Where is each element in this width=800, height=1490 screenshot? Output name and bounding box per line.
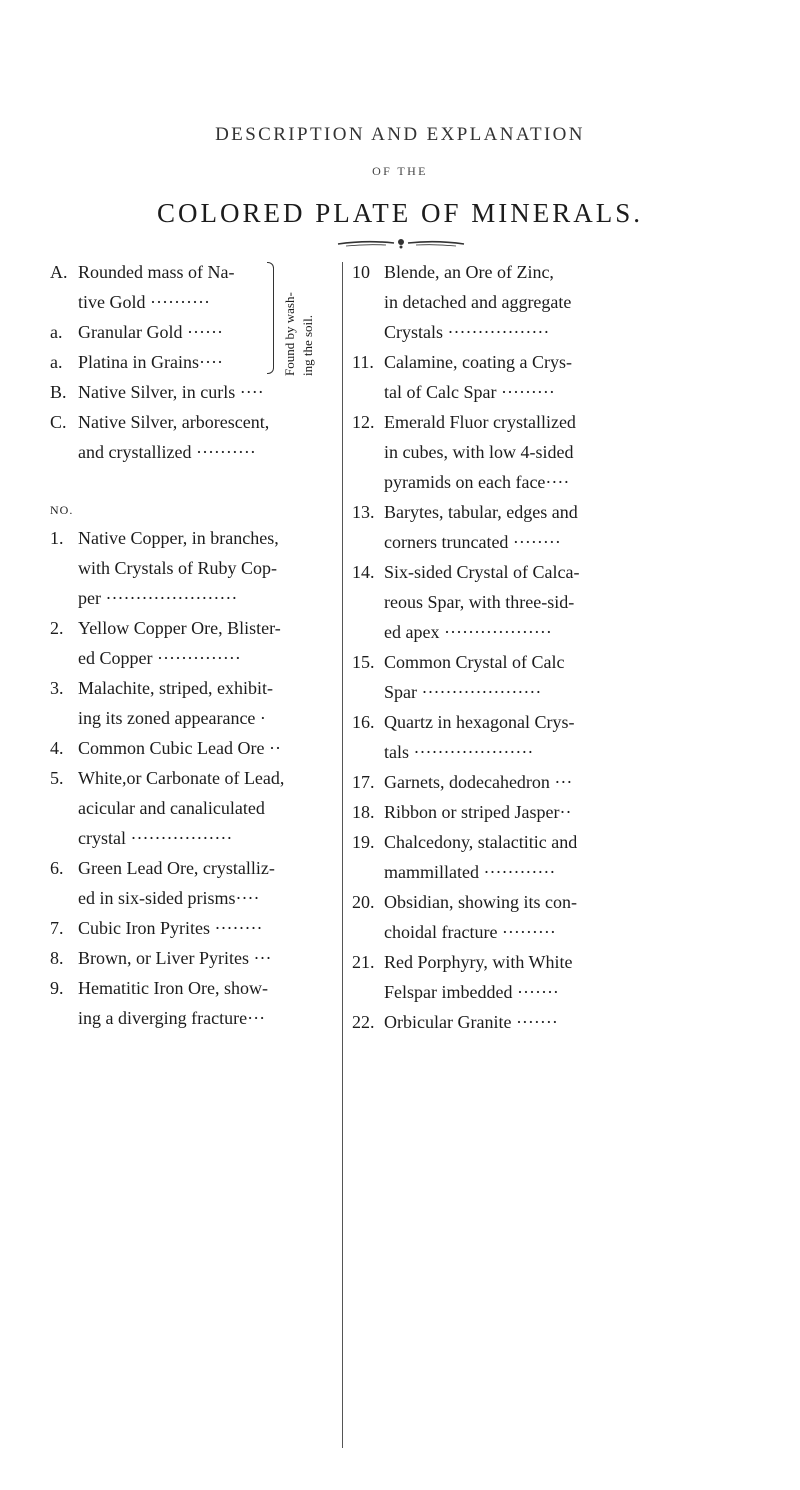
mineral-entry [50,257,330,317]
entry-number: 13. [352,502,375,522]
entry-number: 18. [352,802,375,822]
mineral-entry [50,853,330,913]
entry-text: choidal fracture ········· [384,922,556,942]
entry-text: Crystals ················· [384,322,550,342]
entry-text: ed Copper ·············· [78,648,241,668]
mineral-entry [352,767,690,797]
entry-number: 15. [352,652,375,672]
entry-number: 5. [50,768,64,788]
entry-text: Blende, an Ore of Zinc, [384,262,554,282]
entry-text: Hematitic Iron Ore, show- [78,978,268,998]
entry-number: a. [50,352,63,372]
entry-text: Common Crystal of Calc [384,652,565,672]
entry-number: 6. [50,858,64,878]
entry-number: 3. [50,678,64,698]
entry-text: White,or Carbonate of Lead, [78,768,285,788]
entry-number: 19. [352,832,375,852]
entry-number: 1. [50,528,64,548]
column-divider [342,262,343,1448]
entry-text: and crystallized ·········· [78,442,256,462]
numbered-entries-right [352,257,690,1037]
entry-text: Common Cubic Lead Ore ·· [78,738,281,758]
entry-text: per ······················ [78,588,238,608]
entry-text: corners truncated ········ [384,532,561,552]
mineral-entry [352,647,690,707]
entry-number: 20. [352,892,375,912]
entry-number: 10 [352,262,370,282]
entry-number: B. [50,382,67,402]
no-label: NO. [50,503,74,517]
mineral-entry [50,913,330,943]
entry-text: Barytes, tabular, edges and [384,502,578,522]
entry-number: a. [50,322,63,342]
entry-text: in cubes, with low 4-sided [384,442,574,462]
entry-number: 17. [352,772,375,792]
mineral-entry [352,947,690,1007]
mineral-entry [352,797,690,827]
mineral-entry [50,377,330,407]
mineral-entry [50,673,330,733]
page-title: COLORED PLATE OF MINERALS. [156,198,644,228]
left-column [50,257,330,1033]
mineral-entry [352,707,690,767]
entry-number: 7. [50,918,64,938]
mineral-entry [50,347,330,377]
entry-text: acicular and canaliculated [78,798,265,818]
mineral-entry [50,613,330,673]
mineral-entry [352,497,690,557]
entry-text: tive Gold ·········· [78,292,210,312]
entry-text: ing its zoned appearance · [78,708,266,728]
mineral-entry [50,733,330,763]
entry-text: Spar ···················· [384,682,542,702]
entry-text: Garnets, dodecahedron ··· [384,772,573,792]
entry-text: Felspar imbedded ······· [384,982,559,1002]
mineral-entry [352,1007,690,1037]
entry-number: 4. [50,738,64,758]
mineral-entry [50,973,330,1033]
entry-number: 14. [352,562,375,582]
right-column [352,257,690,1037]
entry-number: 21. [352,952,375,972]
numbered-entries-left [50,523,330,1033]
entry-text: Cubic Iron Pyrites ········ [78,918,263,938]
entry-text: Native Silver, arborescent, [78,412,270,432]
entry-text: Rounded mass of Na- [78,262,235,282]
mineral-entry [50,407,330,467]
entry-text: Green Lead Ore, crystalliz- [78,858,275,878]
entry-text: Six-sided Crystal of Calca- [384,562,580,582]
mineral-entry [352,827,690,887]
entry-number: 16. [352,712,375,732]
entry-text: reous Spar, with three-sid- [384,592,575,612]
entry-text: Brown, or Liver Pyrites ··· [78,948,272,968]
entry-text: pyramids on each face···· [384,472,570,492]
entry-text: mammillated ············ [384,862,556,882]
ornament-divider [336,236,466,250]
entry-text: Orbicular Granite ······· [384,1012,558,1032]
heading-line-2: OF THE [372,164,428,178]
mineral-entry [352,887,690,947]
intro-entries [50,257,330,467]
mineral-entry [352,347,690,407]
entry-number: 12. [352,412,375,432]
side-note-line-2: ing the soil. [300,314,315,376]
mineral-entry [352,557,690,647]
entry-text: Native Copper, in branches, [78,528,279,548]
entry-text: tal of Calc Spar ········· [384,382,555,402]
entry-text: ed apex ·················· [384,622,552,642]
entry-text: ing a diverging fracture··· [78,1008,266,1028]
entry-number: 2. [50,618,64,638]
entry-text: Obsidian, showing its con- [384,892,577,912]
entry-number: 8. [50,948,64,968]
mineral-entry [50,763,330,853]
entry-text: Granular Gold ······ [78,322,223,342]
entry-text: with Crystals of Ruby Cop- [78,558,278,578]
entry-number: 22. [352,1012,375,1032]
heading-line-1: DESCRIPTION AND EXPLANATION [215,124,585,145]
entry-text: Chalcedony, stalactitic and [384,832,578,852]
entry-text: Yellow Copper Ore, Blister- [78,618,281,638]
entry-text: in detached and aggregate [384,292,572,312]
entry-text: tals ···················· [384,742,534,762]
entry-text: Quartz in hexagonal Crys- [384,712,575,732]
entry-number: A. [50,262,68,282]
side-note-line-1: Found by wash- [282,292,297,376]
mineral-entry [50,317,330,347]
entry-text: Native Silver, in curls ···· [78,382,264,402]
entry-text: Ribbon or striped Jasper·· [384,802,572,822]
entry-text: crystal ················· [78,828,233,848]
entry-number: 11. [352,352,374,372]
entry-text: Calamine, coating a Crys- [384,352,572,372]
entry-text: Platina in Grains···· [78,352,223,372]
mineral-entry [50,523,330,613]
entry-text: Red Porphyry, with White [384,952,573,972]
entry-text: Malachite, striped, exhibit- [78,678,273,698]
entry-number: C. [50,412,67,432]
entry-number: 9. [50,978,64,998]
entry-text: ed in six-sided prisms···· [78,888,260,908]
entry-text: Emerald Fluor crystallized [384,412,576,432]
mineral-entry [352,257,690,347]
mineral-entry [50,943,330,973]
mineral-entry [352,407,690,497]
